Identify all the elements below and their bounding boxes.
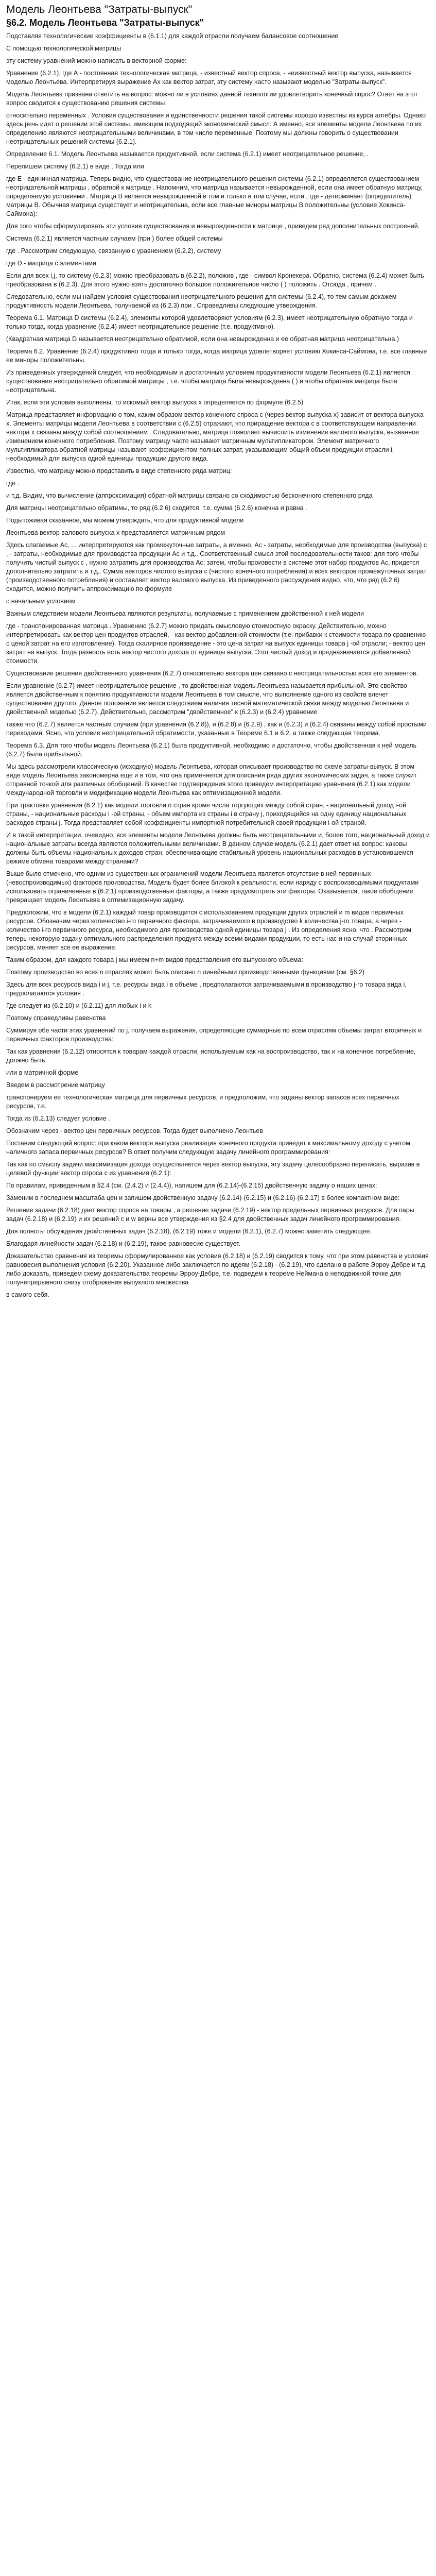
- body-paragraph: Таким образом, для каждого товара j мы имеем n+m видов представления его выпускного объема:: [6, 956, 303, 963]
- body-paragraph: (Квадратная матрица D называется неотрицательно обратимой, если она невырожденна и ее обратная матрица неотрицательна.): [6, 335, 399, 343]
- body-paragraph: Здесь для всех ресурсов вида i и j, т.е. ресурсы вида i в объеме , предполагаются затрачиваемыми в производство j-го товара вида i, предполагаются условия .: [6, 981, 407, 997]
- body-paragraph: или в матричной форме: [6, 1069, 79, 1076]
- body-paragraph: Доказательство сравнения из теоремы сформулированное как условия (6.2.18) и (6.2.19) сводится к тому, что при этом равенства и условия равновесия выполнения условия (6.2.20). Указанное либо заключается по идеям (6.2.18) - (6.2.19), что сделано в работе Эрроу-Дебре и т.д. либо доказать, приведем схему доказательства теоремы Эрроу-Дебре, т.е. подведем к теореме Неймана о неподвижной точке для полунепрерывного снизу отображения выпуклого множества: [6, 1252, 429, 1286]
- body-paragraph: Модель Леонтьева призвана ответить на вопрос: можно ли в условиях данной технологии удовлетворить конечный спрос? Ответ на этот вопрос сводится к существованию решения системы: [6, 91, 418, 107]
- body-paragraph: Уравнение (6.2.1), где А - постоянная технологическая матрица, - известный вектор спроса, - неизвестный вектор выпуска, называется моделью Леонтьева. Интерпретируя выражение Ax как вектор затрат, эту систему часто называют моделью "Затраты-выпуск".: [6, 70, 412, 86]
- body-paragraph: также что (6.2.7) является частным случаем (при уравнения (6.2.8)), и (6.2.8) и (6.2.9) , как и (6.2.3) и (6.2.4) связаны между собой простыми переходами. Ясно, что условие неотрицательной обратимости, указанные в Теореме 6.1 и 6.2, а также следующая теорема.: [6, 721, 427, 737]
- body-paragraph: По правилам, приведенным в §2.4 (см. (2.4.2) и (2.4.4)), напишем для (6.2.14)-(6.2.15) двойственную задачу о наших ценах:: [6, 1182, 377, 1189]
- body-paragraph: Решение задачи (6.2.18) дает вектор спроса на товары , а решение задачи (6.2.19) - вектор предельных первичных ресурсов. Для пары задач (6.2.18) и (6.2.19) и их решений c и w верны все утверждения из §2.4 для двойственных задач линейного программирования.: [6, 1207, 414, 1223]
- body-paragraph: Теорема 6.1. Матрица D системы (6.2.4), элементы которой удовлетворяют условиям (6.2.3), имеет неотрицательную обратную тогда и только тогда, когда уравнение (6.2.4) имеет неотрицательное решение (т.е. продуктивно).: [6, 314, 413, 330]
- body-paragraph: Матрица представляет информацию о том, каким образом вектор конечного спроса c (через вектор выпуска х) зависит от вектора выпуска x. Элементы матрицы модели Леонтьева в соответствии с (6.2.5) отражают, что приращение вектора c в соответствующем направлении вектора х связаны между собой соотношением . Следовательно, матрица позволяет вычислить изменение валового выпуска, вызванное изменением конечного потребления. Поэтому матрицу часто называют матричным мультипликатором. Элемент матричного мультипликатора обратной матрицы называют коэффициентом полных затрат, указывающим общий объем продукции отрасли i, необходимый для выпуска одной единицы продукции другого вида.: [6, 411, 424, 462]
- body-paragraph: с начальным условием .: [6, 598, 79, 605]
- body-paragraph: где .: [6, 480, 20, 487]
- body-paragraph: эту систему уравнений можно написать в векторной форме:: [6, 57, 187, 64]
- body-paragraph: Заменим в последнем масштаба цен и запишем двойственную задачу (6.2.14)-(6.2.15) и (6.2.16)-(6.2.17) в более компактном виде:: [6, 1194, 400, 1201]
- section-heading: §6.2. Модель Леонтьева "Затраты-выпуск": [6, 18, 204, 28]
- body-paragraph: Из приведенных утверждений следует, что необходимым и достаточным условием продуктивности модели Леонтьева (6.2.1) является существование неотрицательно обратимой матрицы , т.е. чтобы матрица была невырожденна ( ) и чтобы обратная матрица была неотрицательна.: [6, 369, 410, 394]
- body-paragraph: и т.д. Видим, что вычисление (аппроксимация) обратной матрицы связано со сходимостью бесконечного степенного ряда: [6, 492, 373, 499]
- section-body: [6, 32, 430, 1299]
- body-paragraph: Благодаря линейности задач (6.2.18) и (6.2.19), такое равновесие существует.: [6, 1240, 241, 1247]
- body-paragraph: в самого себя.: [6, 1291, 49, 1298]
- body-paragraph: Существование решения двойственного уравнения (6.2.7) относительно вектора цен связано с неотрицательностью всех его элементов.: [6, 670, 418, 677]
- body-paragraph: Важным следствием модели Леонтьева являются результаты, получаемые с применением двойственной к ней модели: [6, 610, 364, 617]
- body-paragraph: Тогда из (6.2.13) следует условие .: [6, 1115, 110, 1122]
- body-paragraph: При трактовке уравнения (6.2.1) как модели торговли n стран кроме числа торгующих между собой стран, - национальный доход i-ой страны, - национальные расходы i -ой страны, - объем импорта из страны i в страну j, приходящийся на одну единицу национальных расходов страны j. Тогда представляет собой коэффициенты импортной потребительной своей продукции i-ой страной.: [6, 802, 407, 826]
- body-paragraph: Теорема 6.2. Уравнение (6.2.4) продуктивно тогда и только тогда, когда матрица удовлетворяет условию Хокинса-Саймона, т.е. все главные ее миноры положительны.: [6, 348, 427, 364]
- body-paragraph: Итак, если эти условия выполнены, то искомый вектор выпуска х определяется по формуле (6.2.5): [6, 399, 304, 406]
- body-paragraph: Так как по смыслу задачи максимизация дохода осуществляется через вектор выпуска, эту задачу целесообразно переписать, выразив в целевой функции вектор спроса c из уравнения (6.2.1):: [6, 1161, 420, 1177]
- body-paragraph: Теорема 6.3. Для того чтобы модель Леонтьева (6.2.1) была продуктивной, необходимо и достаточно, чтобы двойственная к ней модель (6.2.7) была прибыльной.: [6, 742, 417, 758]
- body-paragraph: Так как уравнения (6.2.12) относятся к товарам каждой отрасли, используемым как на воспроизводство, так и на конечное потребление, должно быть: [6, 1048, 416, 1064]
- body-paragraph: транспонируем ее технологическая матрица для первичных ресурсов, и предположим, что заданы вектор запасов всех первичных ресурсов, т.е.: [6, 1094, 399, 1110]
- body-paragraph: Мы здесь рассмотрели классическую (исходную) модель Леонтьева, которая описывает производство по схеме затраты-выпуск. В этом виде модель Леонтьева закономерна еще и в том, что она применяется для описания ряда других экономических задач, а также служит отправной точкой для различных обобщений. В качестве подтверждения этого приведем интерпретацию уравнения (6.2.1) как модели международной торговли и модификацию модели Леонтьева как оптимизационной модели.: [6, 763, 417, 796]
- body-paragraph: Поэтому производство во всех n отраслях может быть описано n линейными производственными функциями (см. §6.2): [6, 969, 364, 976]
- body-paragraph: Если уравнение (6.2.7) имеет неотрицательное решение , то двойственная модель Леонтьева называется прибыльной. Это свойство является двойственным к понятию продуктивности модели Леонтьева в том смысле, что выполнение одного из свойств влечет существование другого. Данное положение является следствием наличия тесной математической связи между моделью Леонтьева и двойственной моделью (6.2.7). Действительно, рассмотрим "двойственное" к (6.2.3) и (6.2.4) уравнение: [6, 682, 409, 716]
- body-paragraph: Если для всех i,j, то систему (6.2.3) можно преобразовать в (6.2.2), положив , где - символ Кронекера. Обратно, система (6.2.4) может быть преобразована в (6.2.3). Для этого нужно взять достаточно большое положительное число ( ) положить . Отсюда , причем .: [6, 272, 424, 288]
- body-paragraph: Суммируя обе части этих уравнений по j, получаем выражения, определяющие суммарные по всем отраслям объемы затрат вторичных и первичных факторов производства:: [6, 1027, 422, 1043]
- body-paragraph: Обозначим через - вектор цен первичных ресурсов. Тогда будет выполнено Леонтьев: [6, 1127, 263, 1134]
- body-paragraph: И в такой интерпретации, очевидно, все элементы модели Леонтьева должны быть неотрицательными и, более того, национальный доход и национальные затраты всегда являются положительными величинами. В данном случае модель (6.2.1) дает ответ на вопрос: каковы должны быть объемы национальных доходов стран, обеспечивающие стабильный уровень национальных расходов в установившемся режиме обмена товарами между странами?: [6, 832, 430, 865]
- body-paragraph: Система (6.2.1) является частным случаем (при ) более общей системы: [6, 235, 223, 242]
- body-paragraph: Известно, что матрицу можно представить в виде степенного ряда матриц:: [6, 467, 232, 474]
- body-paragraph: Введем в рассмотрение матрицу: [6, 1081, 105, 1089]
- body-paragraph: где - транспонированная матрица . Уравнению (6.2.7) можно придать смысловую стоимостную окраску. Действительно, можно интерпретировать как вектор цен продуктов отраслей, - как вектор добавленной стоимости (т.е. прибавки к стоимости товара по сравнению с ценой затрат на его изготовление). Тогда скалярное произведение - это цена затрат на выпуск единицы товара j -ой отрасли; - вектор цен затрат на выпуск. Тогда разность есть вектор чистого дохода от единицы выпуска. Этот чистый доход и предназначается добавленной стоимости.: [6, 622, 426, 665]
- body-paragraph: где Е - единичная матрица. Теперь видно, что существование неотрицательного решения системы (6.2.1) определяется существованием неотрицательной матрицы , обратной к матрице . Напомним, что матрица называется невырожденной, если она имеет обратную матрицу, определяемую условиями . Матрица В является невырожденной в том и только в том случае, если , где - детерминант (определитель) матрицы В. Обычная матрица существует и неотрицательна, если все главные миноры матрицы В положительны (условие Хокинса-Саймона):: [6, 175, 423, 217]
- body-paragraph: Для матрицы неотрицательно обратимы, то ряд (6.2.6) сходится, т.е. сумма (6.2.6) конечна и равна .: [6, 504, 307, 512]
- body-paragraph: относительно переменных . Условия существования и единственности решения такой системы хорошо известны из курса алгебры. Однако здесь речь идет о решении этой системы, имеющем подходящий экономический смысл. А именно, все элементы модели Леонтьева по их определению являются неотрицательными величинами, в том числе переменные. Поэтому мы должны говорить о существовании неотрицательных решений системы (6.2.1).: [6, 112, 426, 145]
- body-paragraph: С помощью технологической матрицы: [6, 45, 121, 52]
- body-paragraph: Здесь слагаемые Ac, ... интерпретируются как промежуточные затраты, а именно, Ac - затраты, необходимые для производства (выпуска) c , - затраты, необходимые для производства продукции Ac и т.д.. Соответственный смысл этой последовательности таков: для того чтобы получить чистый выпуск c , нужно затратить для производства Ac; затем, чтобы произвести в системе этот набор продуктов Ac, придется дополнительно затратить и т.д.. Сумма векторов чистого выпуска c (чистого конечного потребления) и всех векторов промежуточных затрат (производственного потребления) и составляет вектор валового выпуска. Из приведенного рассуждения видно, что, что ряд (6.2.6) сходится, можно получить аппроксимацию по формуле: [6, 541, 427, 592]
- body-paragraph: Поставим следующий вопрос: при каком векторе выпуска реализация конечного продукта приведет к максимальному доходу с учетом наличного запаса первичных ресурсов? В ответ получим следующую задачу линейного программирования:: [6, 1140, 410, 1156]
- body-paragraph: Для полноты обсуждения двойственных задач (6.2.18), (6.2.19) тоже и модели (6.2.1), (6.2.7) можно заметить следующее.: [6, 1228, 372, 1235]
- body-paragraph: Леонтьева вектор валового выпуска х представляется матричным рядом: [6, 529, 225, 536]
- body-paragraph: Поэтому справедливы равенства: [6, 1014, 106, 1022]
- page-title: Модель Леонтьева "Затраты-выпуск": [6, 4, 193, 15]
- body-paragraph: где D - матрица с элементами: [6, 260, 96, 267]
- body-paragraph: Подставляя технологические коэффициенты в (6.1.1) для каждой отрасли получаем балансовое соотношение: [6, 32, 339, 40]
- body-paragraph: Определение 6.1. Модель Леонтьева называется продуктивной, если система (6.2.1) имеет неотрицательное решение, .: [6, 150, 369, 158]
- body-paragraph: Следовательно, если мы найдем условия существования неотрицательного решения для системы (6.2.4), то тем самым докажем продуктивность модели Леонтьева, получаемой из (6.2.3) при . Справедливы следующие утверждения.: [6, 293, 397, 309]
- body-paragraph: Выше было отмечено, что одним из существенных ограничений модели Леонтьева является отсутствие в ней первичных (невоспроизводимых) факторов производства. Модель будет более близкой к реальности, если наряду с воспроизводимыми продуктами использовать ограниченные в (6.2.1) производственные факторы, а также предусмотреть эти факторы. Оказывается, такое обобщение превращает модель Леонтьева в оптимизационную задачу.: [6, 870, 419, 904]
- body-paragraph: Перепишем систему (6.2.1) в виде , Тогда или: [6, 163, 144, 170]
- body-paragraph: Для того чтобы сформулировать эти условия существования и невырожденности к матрице , приведем ряд дополнительных построений.: [6, 223, 420, 230]
- body-paragraph: Подытоживая сказанное, мы можем утверждать, что для продуктивной модели: [6, 517, 244, 524]
- body-paragraph: Предположим, что в модели (6.2.1) каждый товар производится с использованием продукции других отраслей и m видов первичных ресурсов. Обозначим через количество i-го первичного фактора, затрачиваемого в производство k количества j-го товара, а через - количество i-го первичного ресурса, необходимого для производства одной единицы товара j . Из определения ясно, что . Рассмотрим теперь некоторую задачу оптимального распределения продукта между всеми видами продукции, то есть нас и на случай вторичных ресурсов, меняет все ее выражение.: [6, 909, 411, 951]
- body-paragraph: Где следует из (6.2.10) и (6.2.11) для любых i и k: [6, 1002, 152, 1009]
- body-paragraph: где . Рассмотрим следующую, связанную с уравнением (6.2.2), систему: [6, 247, 221, 255]
